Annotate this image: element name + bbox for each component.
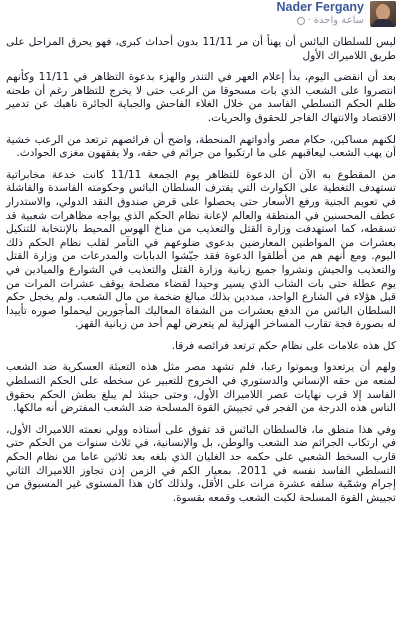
public-globe-icon	[297, 17, 305, 25]
post-paragraph: ليس للسلطان البائس أن يهنأ أن مر 11/11 بدون أحداث كبرى، فهو يحرق المراحل على طريق اللاميراك الأول	[6, 36, 396, 62]
post-paragraph: لكنهم مساكين، حكام مصر وأدواتهم المنحطة، واضح أن فرائصهم ترتعد من الرعب خشية أن يهب الشعب ليعاقبهم على ما ارتكبوا من جرائم في حقه، ولا يفقهون مغزى الحوادث.	[6, 133, 396, 160]
author-avatar[interactable]	[370, 1, 396, 27]
post-time-link[interactable]: ساعة واحدة	[313, 15, 364, 26]
post-paragraph: بعد أن انقضى اليوم، بدأ إعلام العهر في التندر والهزء بدعوة التظاهر في 11/11 وكأنهم انتصروا على الشعب الذي بات مسحوقا من الرعب حتى لا يخرج للتظاهر رغم أن طحنه ظلم الحكم التسلطي الفاسد من خلال الغلاء الفاحش والجباية الجائرة ناهيك عن تدمير الاقتصاد والانتهاك الفاجر للحقوق والحريات.	[6, 71, 396, 124]
post-header	[0, 0, 400, 30]
author-name-link[interactable]: Nader Fergany	[276, 0, 364, 14]
post-body	[0, 30, 400, 505]
post-paragraph: ولهم أن يرتعدوا ويموتوا رعبا، فلم تشهد مصر مثل هذه التعبئة العسكرية ضد الشعب لمنعه من حقه الإنساني والدستوري في الخروج للتعبير عن سخطه على الحكم التسلطي الفاسد إلا قرب نهايات عصر اللاميراك الأول، وحتى حينئذ لم يبلغ بطش الحكم بحقوق الناس هذه الدرجة من الفجر في تجييش القوة المسلحة ضد الشعب المفترض أنه مالكها.	[6, 361, 396, 415]
post-paragraph: كل هذه علامات على نظام حكم ترتعد فرائصه فرقا.	[171, 339, 396, 352]
meta-separator: ·	[307, 15, 311, 26]
post-paragraph: من المقطوع به الآن أن الدعوة للتظاهر يوم الجمعة 11/11 كانت خدعة مخابراتية تستهدف التغطية على الكوارث التي يقترف السلطان البائس وحكومته الفاسدة والفاشلة في تعويم الجنية ورفع الأسعار حتى يحصلوا على قرض صندوق النقد الدولي، والاستدرار عطف المحسنين في المنطقة والعالم لإعانة نظام الحكم الذي يواجه مظاهرات شعبية قد تسقطه، كما استهدفت وزارة القتل والتعذيب من مناخ الهوس المحيط بالإنتخابة للتنكيل بعشرات من المواطنين المعارضين بدعوى ضلوعهم في التآمر لقلب نظام الحكم ذلك اليوم. ومع أنهم هم من أطلقوا الدعوة فقد جيّشوا الدبابات والمدرعات من وزارة القتل والتعذيب والجيش ونشروا جميع زبانية وزارة القتل والتعذيب في الشوارع والميادين في يوم عطلة حتى بات الشاب الذي يسير وحيدا لقضاء مصلحة يوقف عشرات المرات من قبل هؤلاء في الشارع الواحد، مبددين بذلك مبالغ ضخمة من مال الشعب. ولم يخجل حكم السلطان البائس من الدفع بعشرات من الشفاة المعاليك المأجورين ليحملوا صوره تأييدا له بصورة فجة تقارب المساخر الهزلية لم يتعرض لهم أحد من زبانية القهر.	[6, 168, 397, 331]
post-paragraph: وفي هذا منطق ما، فالسلطان البائس قد تفوق على أستاذه وولي نعمته اللاميراك الأول، في ارتكاب الجرائم ضد الشعب والوطن، بل والإنسانية، في ثلاث سنوات من الحكم حتى قارب السخط الشعبي على حكمه حد الغليان الذي بلغه بعد ثلاثين عاما من نظام الحكم التسلطي الفاسد نفسه في 2011. بمعيار الكم في الزمن إذن تجاوز اللاميراك الثاني إجرام وشمّية سلفه عشرة مرات على الأقل، ولذلك كان هذا المستوى غير المسبوق من تجييش القوة المسلحة لكبت الشعب وقمعه بقسوة.	[6, 423, 396, 504]
post-meta	[297, 15, 364, 26]
